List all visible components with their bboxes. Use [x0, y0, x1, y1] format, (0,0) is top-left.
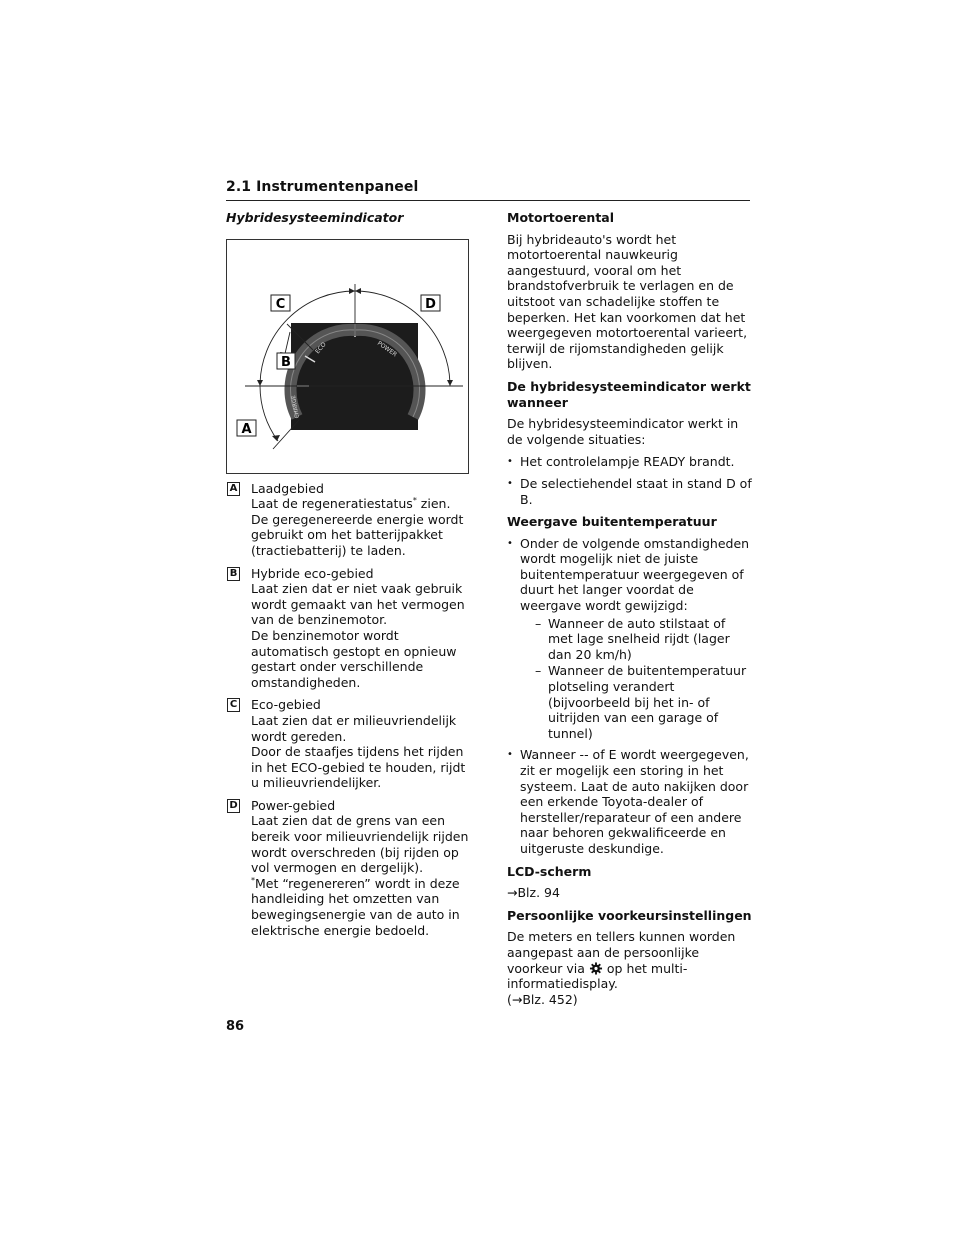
motor-title: Motortoerental	[507, 210, 615, 225]
definition-c-name: Eco-gebied	[251, 697, 321, 713]
page-number: 86	[226, 1019, 245, 1034]
definition-a-line1b: zien.	[416, 496, 451, 512]
definition-d-text1: Laat zien dat de grens van een bereik voor milieuvriendelijk rijden wordt overschreden (bij rijden op vol vermogen en dergelijk).	[251, 813, 469, 876]
works-list	[507, 454, 752, 507]
badge-a: A	[227, 482, 240, 496]
definition-a	[226, 481, 471, 559]
definition-b-name: Hybride eco-gebied	[251, 565, 374, 581]
definition-c	[226, 697, 471, 791]
pers-text-b: op het multi-informatiedisplay.	[507, 960, 688, 992]
arrowhead-a-bottom	[272, 435, 280, 441]
pers-text-a: De meters en tellers kunnen worden aangepast aan de persoonlijke voorkeur via	[507, 929, 736, 976]
definition-b-text1: Laat zien dat er niet vaak gebruik wordt gemaakt van het vermogen van de benzinemotor.	[251, 581, 465, 628]
dial-charge-label: CHARGE	[291, 394, 301, 419]
definition-d-name: Power-gebied	[251, 797, 336, 813]
callout-c: C	[275, 296, 286, 312]
arrowhead-c	[349, 288, 355, 294]
section-title: 2.1 Instrumentenpaneel	[226, 179, 419, 195]
list-item: • Het controlelampje READY brandt.	[507, 454, 752, 470]
temp-item1-text: Onder de volgende omstandigheden wordt mogelijk niet de juiste buitentemperatuur weergegeven of duurt het langer voordat de weergave wordt gewijzigd:	[520, 535, 750, 614]
temp-title: Weergave buitentemperatuur	[507, 514, 717, 530]
callout-b: B	[281, 354, 291, 370]
works-intro: De hybridesysteemindicator werkt in de volgende situaties:	[507, 416, 739, 447]
definition-c-text2: Door de staafjes tijdens het rijden in het ECO-gebied te houden, rijdt u milieuvriendelijker.	[251, 744, 466, 791]
definition-b	[226, 566, 471, 691]
arrowhead-d-end	[447, 380, 453, 386]
left-column	[226, 210, 471, 945]
definition-d	[226, 798, 471, 938]
list-item: • Wanneer -- of E wordt weergegeven, zit er mogelijk een storing in het systeem. Laat de auto nakijken door een erkende Toyota-dealer of hersteller/reparateur of een andere naar behoren gekwalificeerde en uitgeruste deskundige.	[507, 747, 752, 856]
motor-text: Bij hybrideauto's wordt het motortoerental nauwkeurig aangestuurd, vooral om het brandstofverbruik te verlagen en de uitstoot van schadelijke stoffen te beperken. Het kan voorkomen dat het weergegeven motortoerental varieert, terwijl de rijomstandigheden gelijk blijven.	[507, 231, 748, 372]
callout-a: A	[241, 421, 252, 437]
footnote-mark-a: *	[412, 496, 417, 506]
pers-ref: (→Blz. 452)	[507, 991, 578, 1007]
definition-a-line1: Laat de regeneratiestatus	[251, 496, 413, 512]
sub-list-item: – Wanneer de auto stilstaat of met lage snelheid rijdt (lager dan 20 km/h)	[520, 616, 752, 663]
section-header	[226, 178, 750, 201]
definition-a-name: Laadgebied	[251, 480, 324, 496]
definition-b-text2: De benzinemotor wordt automatisch gestopt en opnieuw gestart onder verschillende omstandigheden.	[251, 627, 457, 690]
gear-icon	[589, 962, 603, 975]
list-item: • De selectiehendel staat in stand D of B.	[507, 476, 752, 507]
definition-c-text1: Laat zien dat er milieuvriendelijk wordt gereden.	[251, 712, 457, 744]
arrowhead-a-top	[257, 380, 263, 386]
badge-b: B	[227, 567, 240, 581]
definition-a-text1	[251, 496, 471, 512]
lcd-title: LCD-scherm	[507, 863, 592, 879]
definition-a-text2: De geregenereerde energie wordt gebruikt om het batterijpakket (tractiebatterij) te laden.	[251, 511, 464, 558]
pers-text	[507, 929, 752, 1007]
dial-power-label: POWER	[375, 339, 399, 358]
footnote-mark: *	[251, 875, 255, 885]
footnote-text: Met “regenereren” wordt in deze handleiding het omzetten van bewegingsenergie van de auto in elektrische energie bedoeld.	[251, 875, 460, 938]
arrowhead-d	[355, 288, 361, 294]
badge-c: C	[227, 698, 240, 712]
pers-title: Persoonlijke voorkeursinstellingen	[507, 907, 752, 923]
right-column	[507, 210, 752, 1014]
extension-line-charge	[273, 420, 299, 449]
figure-title: Hybridesysteemindicator	[226, 210, 404, 225]
works-title: De hybridesysteemindicator werkt wanneer	[507, 378, 751, 410]
temp-sublist	[520, 616, 752, 742]
callout-arc-a	[260, 386, 278, 441]
hybrid-indicator-figure	[226, 239, 469, 474]
dial-eco-label: ECO	[314, 340, 328, 355]
callout-d: D	[425, 296, 436, 312]
hybrid-indicator-diagram	[227, 240, 468, 473]
footnote	[251, 876, 471, 938]
badge-d: D	[227, 799, 240, 813]
list-item	[507, 536, 752, 742]
lcd-ref: →Blz. 94	[507, 885, 560, 901]
sub-list-item: – Wanneer de buitentemperatuur plotseling verandert (bijvoorbeeld bij het in- of uitrijden van een garage of tunnel)	[520, 663, 752, 741]
header-rule	[226, 200, 750, 201]
temp-list	[507, 536, 752, 857]
